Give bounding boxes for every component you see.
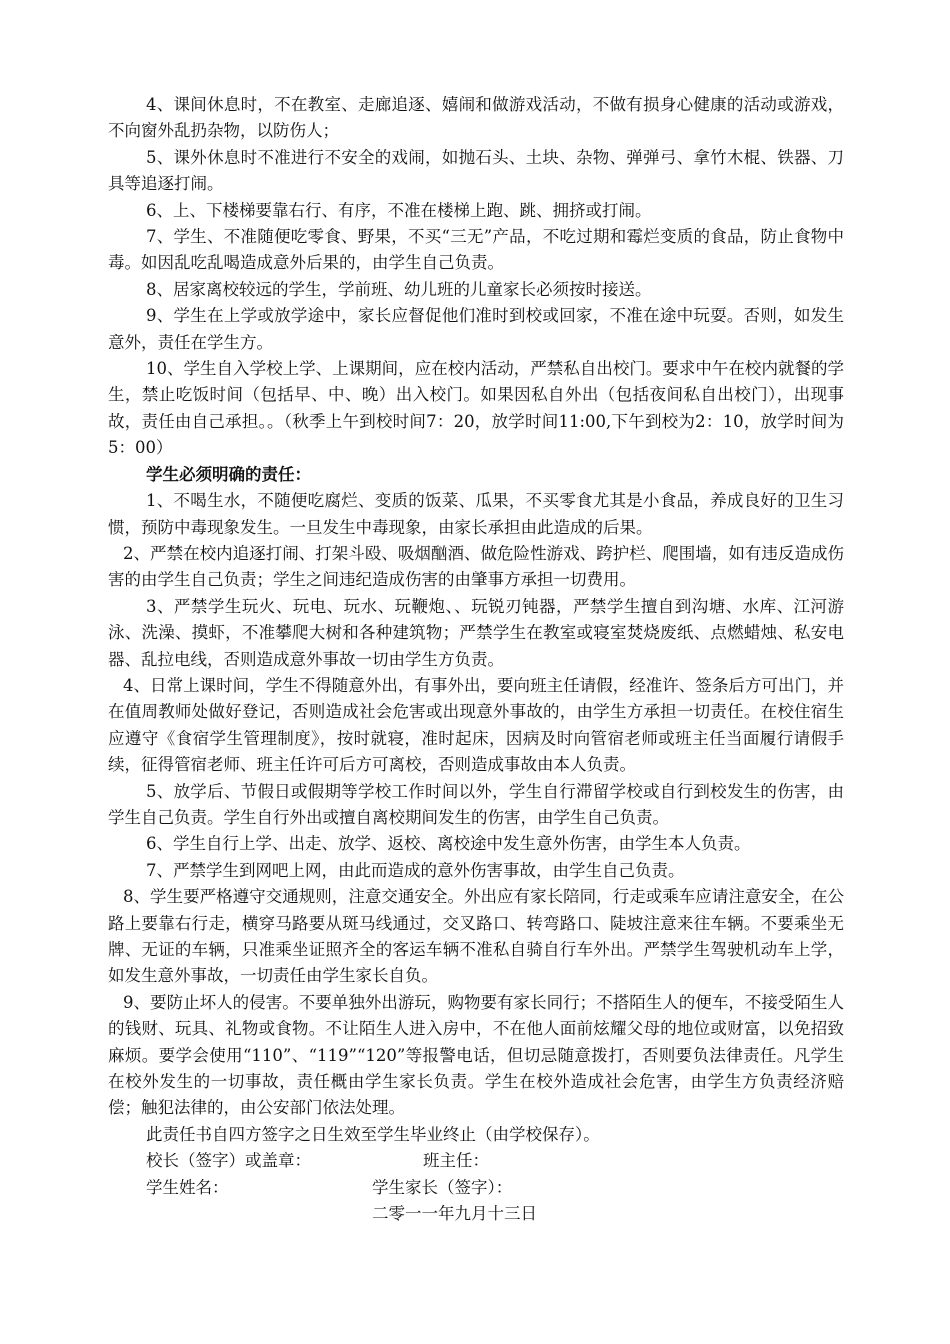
responsibility-item: 1、不喝生水，不随便吃腐烂、变质的饭菜、瓜果，不买零食尤其是小食品，养成良好的卫生习惯，预防中毒现象发生。一旦发生中毒现象，由家长承担由此造成的后果。 [108, 491, 844, 537]
rule-item: 7、学生、不准随便吃零食、野果，不买“三无”产品，不吃过期和霉烂变质的食品，防止食物中毒。如因乱吃乱喝造成意外后果的，由学生自己负责。 [108, 227, 844, 273]
rule-item: 6、上、下楼梯要靠右行、有序，不准在楼梯上跑、跳、拥挤或打闹。 [146, 200, 652, 220]
responsibility-item: 8、学生要严格遵守交通规则，注意交通安全。外出应有家长陪同，行走或乘车应请注意安全，在公路上要靠右行走，横穿马路要从斑马线通过，交叉路口、转弯路口、陡坡注意来往车辆。不要乘坐无牌、无证的车辆，只准乘坐证照齐全的客运车辆不准私自骑自行车外出。严禁学生驾驶机动车上学，如发生意外事故，一切责任由学生家长自负。 [108, 887, 844, 986]
document-body [108, 92, 844, 1227]
rule-item: 9、学生在上学或放学途中，家长应督促他们准时到校或回家，不准在途中玩耍。否则，如发生意外，责任在学生方。 [108, 306, 844, 352]
rule-item: 10、学生自入学校上学、上课期间，应在校内活动，严禁私自出校门。要求中午在校内就餐的学生，禁止吃饭时间（包括早、中、晚）出入校门。如果因私自外出（包括夜间私自出校门），出现事故，责任由自己承担。。（秋季上午到校时间7：20，放学时间11:00,下午到校为2：10，放学时间为5：00） [108, 359, 844, 458]
document-date: 二零一一年九月十三日 [372, 1204, 537, 1224]
class-teacher-label: 班主任： [423, 1151, 489, 1171]
rule-item: 4、课间休息时，不在教室、走廊追逐、嬉闹和做游戏活动，不做有损身心健康的活动或游戏，不向窗外乱扔杂物，以防伤人； [108, 95, 844, 141]
signature-row-principal [108, 1148, 844, 1174]
responsibility-item: 2、严禁在校内追逐打闹、打架斗殴、吸烟酗酒、做危险性游戏、跨护栏、爬围墙，如有违反造成伤害的由学生自己负责；学生之间违纪造成伤害的由肇事方承担一切费用。 [108, 543, 844, 590]
student-name-label: 学生姓名： [146, 1177, 229, 1197]
responsibility-item: 5、放学后、节假日或假期等学校工作时间以外，学生自行滞留学校或自行到校发生的伤害，由学生自己负责。学生自行外出或擅自离校期间发生的伤害，由学生自己负责。 [108, 781, 844, 827]
rule-item: 5、课外休息时不准进行不安全的戏闹，如抛石头、土块、杂物、弹弹弓、拿竹木棍、铁器、刀具等追逐打闹。 [108, 147, 844, 194]
responsibility-item: 3、严禁学生玩火、玩电、玩水、玩鞭炮、、玩锐刃钝器，严禁学生擅自到沟塘、水库、江河游泳、洗澡、摸虾，不准攀爬大树和各种建筑物；严禁学生在教室或寝室焚烧废纸、点燃蜡烛、私安电器、乱拉电线，否则造成意外事故一切由学生方负责。 [108, 596, 844, 669]
responsibility-item: 6、学生自行上学、出走、放学、返校、离校途中发生意外伤害，由学生本人负责。 [146, 834, 751, 854]
parent-signature-label: 学生家长（签字）： [372, 1177, 513, 1197]
signature-row-student [108, 1175, 844, 1201]
validity-statement: 此责任书自四方签字之日生效至学生毕业终止（由学校保存）。 [146, 1124, 600, 1144]
responsibility-item: 7、严禁学生到网吧上网，由此而造成的意外伤害事故，由学生自己负责。 [146, 860, 685, 880]
rule-item: 8、居家离校较远的学生，学前班、幼儿班的儿童家长必须按时接送。 [146, 279, 652, 299]
responsibility-item: 4、日常上课时间，学生不得随意外出，有事外出，要向班主任请假，经准许、签条后方可出门，并在值周教师处做好登记，否则造成社会危害或出现意外事故的，由学生方承担一切责任。在校住宿生应遵守《食宿学生管理制度》，按时就寝，准时起床，因病及时向管宿老师或班主任当面履行请假手续，征得管宿老师、班主任许可后方可离校，否则造成事故由本人负责。 [108, 675, 844, 775]
responsibility-item: 9、要防止坏人的侵害。不要单独外出游玩，购物要有家长同行；不搭陌生人的便车，不接受陌生人的钱财、玩具、礼物或食物。不让陌生人进入房中，不在他人面前炫耀父母的地位或财富，以免招致麻烦。要学会使用“110”、“119”“120”等报警电话，但切忌随意拨打，否则要负法律责任。凡学生在校外发生的一切事故，责任概由学生家长负责。学生在校外造成社会危害，由学生方负责经济赔偿；触犯法律的，由公安部门依法处理。 [108, 992, 844, 1118]
section-heading: 学生必须明确的责任： [146, 464, 311, 484]
date-row [108, 1201, 844, 1227]
principal-signature-label: 校长（签字）或盖章： [146, 1151, 311, 1171]
